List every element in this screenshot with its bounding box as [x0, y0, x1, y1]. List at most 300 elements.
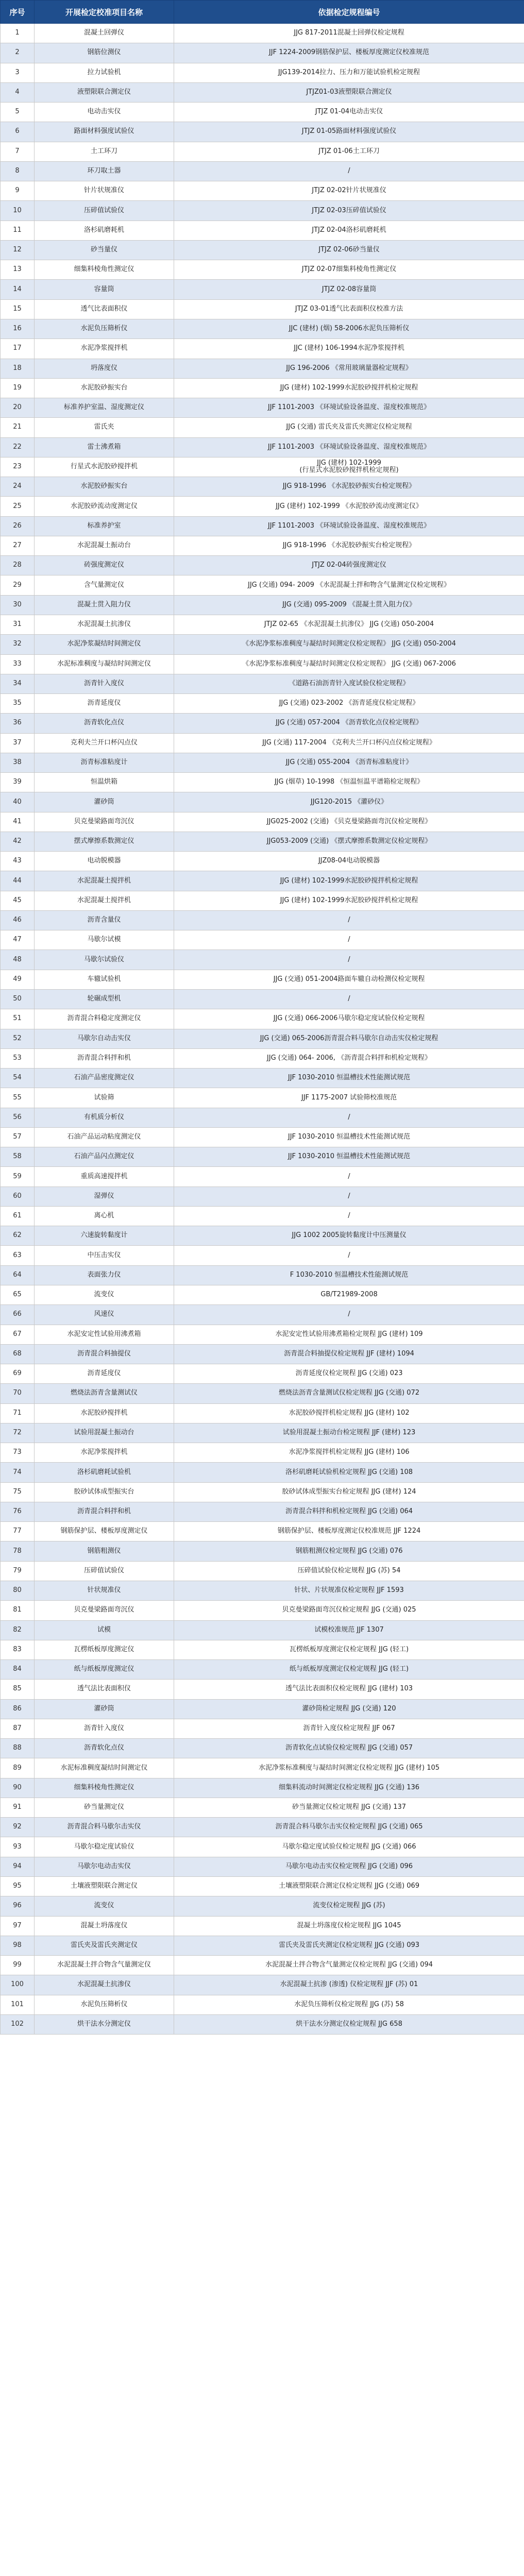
cell-serial-no: 98	[1, 1936, 35, 1955]
table-row	[1, 1876, 524, 1896]
cell-item-name: 轮碾成型机	[35, 990, 174, 1009]
table-row	[1, 654, 524, 674]
table-row	[1, 457, 524, 477]
cell-serial-no: 14	[1, 280, 35, 299]
header-serial-no: 序号	[1, 1, 35, 24]
table-header-row	[1, 1, 524, 24]
cell-standard-code: 试模校准规范 JJF 1307	[174, 1620, 524, 1640]
cell-standard-code: 《水泥净浆标准稠度与凝结时间测定仪检定规程》 JJG (交通) 067-2006	[174, 654, 524, 674]
table-row	[1, 852, 524, 871]
cell-serial-no: 55	[1, 1088, 35, 1108]
table-row	[1, 1246, 524, 1265]
cell-item-name: 试验筛	[35, 1088, 174, 1108]
table-row	[1, 1818, 524, 1837]
table-row	[1, 1522, 524, 1541]
cell-item-name: 试验用混凝土振动台	[35, 1423, 174, 1443]
cell-item-name: 洛杉矶磨耗机	[35, 221, 174, 240]
cell-item-name: 沥青混合料拌和机	[35, 1048, 174, 1068]
cell-standard-code: JTJZ 01-04电动击实仪	[174, 103, 524, 122]
table-row	[1, 280, 524, 299]
table-row	[1, 536, 524, 555]
cell-item-name: 行星式水泥胶砂搅拌机	[35, 457, 174, 477]
cell-standard-code: /	[174, 910, 524, 930]
cell-standard-code: 雷氏夹及雷氏夹测定仪检定规程 JJG (交通) 093	[174, 1936, 524, 1955]
cell-standard-code: JJG 817-2011混凝土回弹仪检定规程	[174, 24, 524, 43]
cell-serial-no: 37	[1, 733, 35, 753]
table-row	[1, 753, 524, 772]
table-row	[1, 674, 524, 693]
cell-serial-no: 83	[1, 1640, 35, 1659]
cell-serial-no: 57	[1, 1127, 35, 1147]
cell-item-name: 细集料棱角性测定仪	[35, 260, 174, 280]
cell-standard-code: JTJZ 02-04洛杉矶磨耗机	[174, 221, 524, 240]
cell-serial-no: 46	[1, 910, 35, 930]
cell-item-name: 水泥混凝土搅拌机	[35, 871, 174, 891]
cell-serial-no: 44	[1, 871, 35, 891]
cell-serial-no: 5	[1, 103, 35, 122]
table-row	[1, 82, 524, 102]
table-row	[1, 1226, 524, 1246]
table-row	[1, 990, 524, 1009]
cell-standard-code: 水泥胶砂搅拌机检定规程 JJG (建材) 102	[174, 1403, 524, 1423]
cell-item-name: 水泥混凝土拌合物含气量测定仪	[35, 1956, 174, 1975]
cell-item-name: 离心机	[35, 1206, 174, 1226]
cell-item-name: 容量筒	[35, 280, 174, 299]
cell-item-name: 混凝土回弹仪	[35, 24, 174, 43]
cell-serial-no: 41	[1, 812, 35, 832]
cell-standard-code: 瓦楞纸板厚度测定仪检定规程 JJG (轻工)	[174, 1640, 524, 1659]
cell-standard-code: JTJZ 02-03压碎值试验仪	[174, 201, 524, 221]
cell-serial-no: 20	[1, 398, 35, 418]
cell-serial-no: 21	[1, 418, 35, 437]
table-row	[1, 1443, 524, 1463]
cell-standard-code: JJG139-2014拉力、压力和万能试验机检定规程	[174, 63, 524, 82]
cell-serial-no: 89	[1, 1758, 35, 1778]
table-row	[1, 161, 524, 181]
cell-serial-no: 63	[1, 1246, 35, 1265]
cell-item-name: 六速旋转黏度计	[35, 1226, 174, 1246]
cell-item-name: 砂当量仪	[35, 240, 174, 260]
cell-standard-code: /	[174, 1108, 524, 1127]
cell-standard-code: 透气法比表面积仪检定规程 JJG (建材) 103	[174, 1680, 524, 1699]
cell-serial-no: 95	[1, 1876, 35, 1896]
cell-item-name: 贝克曼梁路面弯沉仪	[35, 812, 174, 832]
table-row	[1, 1620, 524, 1640]
table-row	[1, 63, 524, 82]
table-row	[1, 1206, 524, 1226]
cell-serial-no: 67	[1, 1325, 35, 1344]
cell-item-name: 钢筋位测仪	[35, 43, 174, 63]
cell-standard-code: JJG (交通) 066-2006马歇尔稳定度试验仪检定规程	[174, 1009, 524, 1029]
cell-serial-no: 87	[1, 1719, 35, 1738]
table-row	[1, 1423, 524, 1443]
cell-item-name: 钢筋保护层、楼板厚度测定仪	[35, 1522, 174, 1541]
cell-item-name: 水泥净浆搅拌机	[35, 1443, 174, 1463]
cell-item-name: 烘干法水分测定仪	[35, 2014, 174, 2034]
cell-serial-no: 47	[1, 930, 35, 950]
cell-serial-no: 73	[1, 1443, 35, 1463]
table-row	[1, 1601, 524, 1620]
cell-serial-no: 62	[1, 1226, 35, 1246]
cell-serial-no: 81	[1, 1601, 35, 1620]
table-row	[1, 930, 524, 950]
cell-item-name: 沥青混合料拌和机	[35, 1502, 174, 1521]
cell-item-name: 水泥标准稠度与凝结时间测定仪	[35, 654, 174, 674]
cell-item-name: 标准养护室	[35, 516, 174, 536]
cell-item-name: 摆式摩擦系数测定仪	[35, 832, 174, 851]
cell-item-name: 试模	[35, 1620, 174, 1640]
cell-item-name: 沥青混合料抽提仪	[35, 1344, 174, 1364]
cell-serial-no: 78	[1, 1541, 35, 1561]
cell-item-name: 沥青混合料马歇尔击实仪	[35, 1818, 174, 1837]
cell-standard-code: JJZ08-04电动脱模器	[174, 852, 524, 871]
cell-standard-code: 细集料流动时间测定仪检定规程 JJG (交通) 136	[174, 1778, 524, 1798]
table-row	[1, 319, 524, 338]
cell-serial-no: 94	[1, 1857, 35, 1876]
cell-standard-code: JJC (建材) (烟) 58-2006水泥负压筛析仪	[174, 319, 524, 338]
cell-item-name: 胶砂试体成型振实台	[35, 1482, 174, 1502]
table-row	[1, 240, 524, 260]
cell-serial-no: 90	[1, 1778, 35, 1798]
cell-serial-no: 69	[1, 1364, 35, 1384]
table-row	[1, 221, 524, 240]
cell-standard-code: /	[174, 950, 524, 970]
cell-serial-no: 59	[1, 1167, 35, 1187]
table-row	[1, 1916, 524, 1936]
cell-standard-code: /	[174, 930, 524, 950]
cell-item-name: 水泥胶砂搅拌机	[35, 1403, 174, 1423]
cell-standard-code: 钢筋保护层、楼板厚度测定仪校准规范 JJF 1224	[174, 1522, 524, 1541]
cell-serial-no: 27	[1, 536, 35, 555]
cell-item-name: 恒温烘箱	[35, 773, 174, 792]
header-item-name: 开展检定校准项目名称	[35, 1, 174, 24]
cell-item-name: 石油产品闪点测定仪	[35, 1147, 174, 1167]
cell-serial-no: 53	[1, 1048, 35, 1068]
cell-serial-no: 8	[1, 161, 35, 181]
cell-item-name: 流变仪	[35, 1285, 174, 1305]
cell-standard-code: 混凝土坍落度仪检定规程 JJG 1045	[174, 1916, 524, 1936]
cell-item-name: 洛杉矶磨耗试验机	[35, 1463, 174, 1482]
cell-serial-no: 99	[1, 1956, 35, 1975]
table-row	[1, 1581, 524, 1600]
table-row	[1, 1541, 524, 1561]
cell-item-name: 克利夫兰开口杯闪点仪	[35, 733, 174, 753]
cell-item-name: 马歇尔电动击实仪	[35, 1857, 174, 1876]
cell-item-name: 车辙试验机	[35, 970, 174, 989]
table-row	[1, 1325, 524, 1344]
table-row	[1, 122, 524, 142]
cell-serial-no: 28	[1, 556, 35, 575]
cell-item-name: 沥青针入度仪	[35, 1719, 174, 1738]
cell-standard-code: 胶砂试体成型振实台检定规程 JJG (建材) 124	[174, 1482, 524, 1502]
table-row	[1, 1009, 524, 1029]
table-row	[1, 1285, 524, 1305]
cell-standard-code: JJG (交通) 065-2006沥青混合料马歇尔自动击实仪检定规程	[174, 1029, 524, 1048]
cell-item-name: 石油产品密度测定仪	[35, 1069, 174, 1088]
table-row	[1, 575, 524, 595]
table-row	[1, 792, 524, 812]
cell-item-name: 湿弹仪	[35, 1187, 174, 1206]
cell-item-name: 水泥负压筛析仪	[35, 319, 174, 338]
cell-item-name: 电动脱模器	[35, 852, 174, 871]
table-row	[1, 1956, 524, 1975]
cell-standard-code: JJG (烟草) 10-1998 《恒温恒温平谱箱检定规程》	[174, 773, 524, 792]
cell-item-name: 土工环刀	[35, 142, 174, 161]
cell-standard-code: 水泥负压筛析仪检定规程 JJG (苏) 58	[174, 1995, 524, 2014]
cell-standard-code: JJG 1002 2005旋转黏度计中压测量仪	[174, 1226, 524, 1246]
cell-serial-no: 10	[1, 201, 35, 221]
cell-serial-no: 9	[1, 181, 35, 201]
cell-standard-code: 灌砂筒检定规程 JJG (交通) 120	[174, 1699, 524, 1719]
cell-item-name: 表面张力仪	[35, 1265, 174, 1285]
cell-serial-no: 65	[1, 1285, 35, 1305]
cell-item-name: 水泥安定性试验用沸煮箱	[35, 1325, 174, 1344]
cell-item-name: 纸与纸板厚度测定仪	[35, 1660, 174, 1680]
cell-item-name: 水泥胶砂流动度测定仪	[35, 497, 174, 516]
cell-standard-code: JTJZ 03-01透气比表面积仪校准方法	[174, 299, 524, 319]
cell-item-name: 透气比表面积仪	[35, 299, 174, 319]
table-row	[1, 1305, 524, 1325]
cell-standard-code: JJF 1030-2010 恒温槽技术性能测试规范	[174, 1069, 524, 1088]
cell-standard-code: JTJZ 01-06土工环刀	[174, 142, 524, 161]
cell-standard-code: 沥青混合料拌和机检定规程 JJG (交通) 064	[174, 1502, 524, 1521]
cell-serial-no: 29	[1, 575, 35, 595]
table-body	[1, 24, 524, 2035]
cell-serial-no: 77	[1, 1522, 35, 1541]
cell-standard-code: JJG (交通) 雷氏夹及雷氏夹测定仪检定规程	[174, 418, 524, 437]
cell-item-name: 马歇尔自动击实仪	[35, 1029, 174, 1048]
cell-standard-code: 洛杉矶磨耗试验机检定规程 JJG (交通) 108	[174, 1463, 524, 1482]
cell-standard-code: JJG120-2015 《灌砂仪》	[174, 792, 524, 812]
cell-serial-no: 18	[1, 359, 35, 378]
cell-item-name: 混凝土贯入阻力仪	[35, 595, 174, 615]
cell-standard-code: JJG 918-1996 《水泥胶砂振实台检定规程》	[174, 536, 524, 555]
table-row	[1, 1798, 524, 1817]
table-row	[1, 1660, 524, 1680]
cell-standard-code: 纸与纸板厚度测定仪检定规程 JJG (轻工)	[174, 1660, 524, 1680]
table-row	[1, 260, 524, 280]
table-row	[1, 1561, 524, 1581]
cell-item-name: 雷氏夹	[35, 418, 174, 437]
cell-serial-no: 19	[1, 378, 35, 398]
cell-standard-code: JJG (建材) 102-1999水泥胶砂搅拌机检定规程	[174, 871, 524, 891]
table-row	[1, 1187, 524, 1206]
cell-standard-code: JJF 1101-2003 《环境试验设备温度、湿度校准规范》	[174, 437, 524, 457]
cell-item-name: 液塑限联合测定仪	[35, 82, 174, 102]
table-row	[1, 497, 524, 516]
cell-standard-code: 沥青混合料马歇尔击实仪检定规程 JJG (交通) 065	[174, 1818, 524, 1837]
table-row	[1, 1936, 524, 1955]
cell-item-name: 有机质分析仪	[35, 1108, 174, 1127]
cell-standard-code: JJF 1030-2010 恒温槽技术性能测试规范	[174, 1127, 524, 1147]
table-row	[1, 1699, 524, 1719]
table-row	[1, 24, 524, 43]
cell-standard-code: 土壤液塑限联合测定仪检定规程 JJG (交通) 069	[174, 1876, 524, 1896]
cell-item-name: 贝克曼梁路面弯沉仪	[35, 1601, 174, 1620]
cell-item-name: 流变仪	[35, 1896, 174, 1916]
cell-standard-code: 《道路石油沥青针入度试验仪检定规程》	[174, 674, 524, 693]
cell-standard-code: /	[174, 1305, 524, 1325]
table-row	[1, 1029, 524, 1048]
cell-item-name: 水泥胶砂振实台	[35, 477, 174, 497]
table-row	[1, 1069, 524, 1088]
cell-serial-no: 22	[1, 437, 35, 457]
table-row	[1, 2014, 524, 2034]
cell-standard-code: JJF 1224-2009钢筋保护层、楼板厚度测定仪校准规范	[174, 43, 524, 63]
cell-standard-code: JTJZ 01-05路面材料强度试验仪	[174, 122, 524, 142]
cell-standard-code: JJF 1101-2003 《环境试验设备温度、湿度校准规范》	[174, 516, 524, 536]
cell-item-name: 瓦楞纸板厚度测定仪	[35, 1640, 174, 1659]
cell-serial-no: 36	[1, 714, 35, 733]
cell-standard-code: GB/T21989-2008	[174, 1285, 524, 1305]
cell-standard-code: 水泥混凝土抗渗 (渗透) 仪检定规程 JJF (苏) 01	[174, 1975, 524, 1995]
cell-standard-code: JJG (建材) 102-1999水泥胶砂搅拌机检定规程	[174, 891, 524, 910]
table-row	[1, 1403, 524, 1423]
cell-item-name: 压碎值试验仪	[35, 1561, 174, 1581]
cell-standard-code: JTJZ 02-04砖强度测定仪	[174, 556, 524, 575]
cell-standard-code: 水泥安定性试验用沸煮箱检定规程 JJG (建材) 109	[174, 1325, 524, 1344]
cell-serial-no: 1	[1, 24, 35, 43]
cell-item-name: 土壤液塑限联合测定仪	[35, 1876, 174, 1896]
cell-standard-code: /	[174, 1206, 524, 1226]
table-row	[1, 299, 524, 319]
cell-serial-no: 7	[1, 142, 35, 161]
cell-item-name: 透气法比表面积仪	[35, 1680, 174, 1699]
cell-serial-no: 88	[1, 1739, 35, 1758]
table-row	[1, 43, 524, 63]
table-row	[1, 714, 524, 733]
table-row	[1, 1265, 524, 1285]
table-row	[1, 1127, 524, 1147]
cell-serial-no: 35	[1, 694, 35, 714]
cell-serial-no: 102	[1, 2014, 35, 2034]
cell-serial-no: 30	[1, 595, 35, 615]
table-row	[1, 437, 524, 457]
cell-standard-code: /	[174, 1167, 524, 1187]
cell-item-name: 风速仪	[35, 1305, 174, 1325]
cell-standard-code: JJG053-2009 (交通) 《摆式摩擦系数测定仪检定规程》	[174, 832, 524, 851]
cell-serial-no: 26	[1, 516, 35, 536]
cell-serial-no: 86	[1, 1699, 35, 1719]
cell-serial-no: 92	[1, 1818, 35, 1837]
cell-item-name: 沥青混合料稳定度测定仪	[35, 1009, 174, 1029]
cell-item-name: 马歇尔稳定度试验仪	[35, 1837, 174, 1857]
cell-item-name: 中压击实仪	[35, 1246, 174, 1265]
cell-item-name: 针片状规准仪	[35, 181, 174, 201]
cell-standard-code: 马歇尔稳定度试验仪检定规程 JJG (交通) 066	[174, 1837, 524, 1857]
table-row	[1, 378, 524, 398]
cell-item-name: 水泥混凝土抗渗仪	[35, 615, 174, 634]
cell-serial-no: 45	[1, 891, 35, 910]
cell-serial-no: 96	[1, 1896, 35, 1916]
table-row	[1, 1088, 524, 1108]
cell-standard-code: JJC (建材) 106-1994水泥净浆搅拌机	[174, 339, 524, 359]
cell-item-name: 拉力试验机	[35, 63, 174, 82]
cell-item-name: 水泥混凝土搅拌机	[35, 891, 174, 910]
cell-item-name: 水泥净浆凝结时间测定仪	[35, 635, 174, 654]
cell-standard-code: 试验用混凝土振动台检定规程 JJF (建材) 123	[174, 1423, 524, 1443]
table-row	[1, 339, 524, 359]
table-row	[1, 1739, 524, 1758]
cell-item-name: 水泥混凝土振动台	[35, 536, 174, 555]
table-row	[1, 595, 524, 615]
cell-standard-code: /	[174, 1246, 524, 1265]
cell-serial-no: 58	[1, 1147, 35, 1167]
cell-item-name: 燃烧法沥青含量测试仪	[35, 1384, 174, 1403]
cell-standard-code: F 1030-2010 恒温槽技术性能测试规范	[174, 1265, 524, 1285]
cell-serial-no: 72	[1, 1423, 35, 1443]
cell-standard-code: 沥青软化点试验仪检定规程 JJG (交通) 057	[174, 1739, 524, 1758]
table-row	[1, 1995, 524, 2014]
table-row	[1, 1975, 524, 1995]
cell-item-name: 沥青标准粘度计	[35, 753, 174, 772]
cell-standard-code: 钢筋粗测仪检定规程 JJG (交通) 076	[174, 1541, 524, 1561]
cell-item-name: 水泥胶砂振实台	[35, 378, 174, 398]
cell-standard-code: 贝克曼梁路面弯沉仪检定规程 JJG (交通) 025	[174, 1601, 524, 1620]
cell-standard-code: JJG (交通) 117-2004 《克利夫兰开口杯闪点仪检定规程》	[174, 733, 524, 753]
cell-serial-no: 4	[1, 82, 35, 102]
cell-standard-code: 压碎值试验仪检定规程 JJG (苏) 54	[174, 1561, 524, 1581]
cell-standard-code: JJF 1030-2010 恒温槽技术性能测试规范	[174, 1147, 524, 1167]
cell-item-name: 钢筋粗测仪	[35, 1541, 174, 1561]
table-row	[1, 1896, 524, 1916]
table-row	[1, 103, 524, 122]
cell-standard-code: 砂当量测定仪检定规程 JJG (交通) 137	[174, 1798, 524, 1817]
table-row	[1, 1680, 524, 1699]
cell-item-name: 混凝土坍落度仪	[35, 1916, 174, 1936]
cell-serial-no: 60	[1, 1187, 35, 1206]
table-row	[1, 635, 524, 654]
table-row	[1, 615, 524, 634]
cell-standard-code: JTJZ 02-02针片状规准仪	[174, 181, 524, 201]
cell-standard-code: JJG (交通) 094- 2009 《水泥混凝土拌和物含气量测定仪检定规程》	[174, 575, 524, 595]
table-row	[1, 359, 524, 378]
table-row	[1, 1344, 524, 1364]
cell-serial-no: 50	[1, 990, 35, 1009]
cell-item-name: 沥青延度仪	[35, 694, 174, 714]
header-standard-code: 依据检定规程编号	[174, 1, 524, 24]
cell-serial-no: 11	[1, 221, 35, 240]
cell-item-name: 马歇尔试验仪	[35, 950, 174, 970]
cell-item-name: 环刀取土器	[35, 161, 174, 181]
cell-standard-code: 《水泥净浆标准稠度与凝结时间测定仪检定规程》 JJG (交通) 050-2004	[174, 635, 524, 654]
cell-item-name: 电动击实仪	[35, 103, 174, 122]
cell-serial-no: 64	[1, 1265, 35, 1285]
cell-standard-code: 马歇尔电动击实仪检定规程 JJG (交通) 096	[174, 1857, 524, 1876]
table-row	[1, 694, 524, 714]
cell-item-name: 沥青含量仪	[35, 910, 174, 930]
cell-item-name: 路面材料强度试验仪	[35, 122, 174, 142]
table-row	[1, 871, 524, 891]
table-row	[1, 477, 524, 497]
cell-serial-no: 13	[1, 260, 35, 280]
cell-standard-code: 水泥净浆搅拌机检定规程 JJG (建材) 106	[174, 1443, 524, 1463]
cell-serial-no: 52	[1, 1029, 35, 1048]
cell-item-name: 标准养护室温、湿度测定仪	[35, 398, 174, 418]
cell-serial-no: 51	[1, 1009, 35, 1029]
cell-item-name: 重质高速搅拌机	[35, 1167, 174, 1187]
cell-standard-code: 针状、片状规准仪检定规程 JJF 1593	[174, 1581, 524, 1600]
cell-item-name: 沥青延度仪	[35, 1364, 174, 1384]
cell-serial-no: 6	[1, 122, 35, 142]
table-row	[1, 1147, 524, 1167]
cell-serial-no: 74	[1, 1463, 35, 1482]
table-row	[1, 1502, 524, 1521]
table-row	[1, 1463, 524, 1482]
table-row	[1, 1364, 524, 1384]
cell-standard-code: JJG 196-2006 《常用玻璃量器检定规程》	[174, 359, 524, 378]
cell-serial-no: 93	[1, 1837, 35, 1857]
